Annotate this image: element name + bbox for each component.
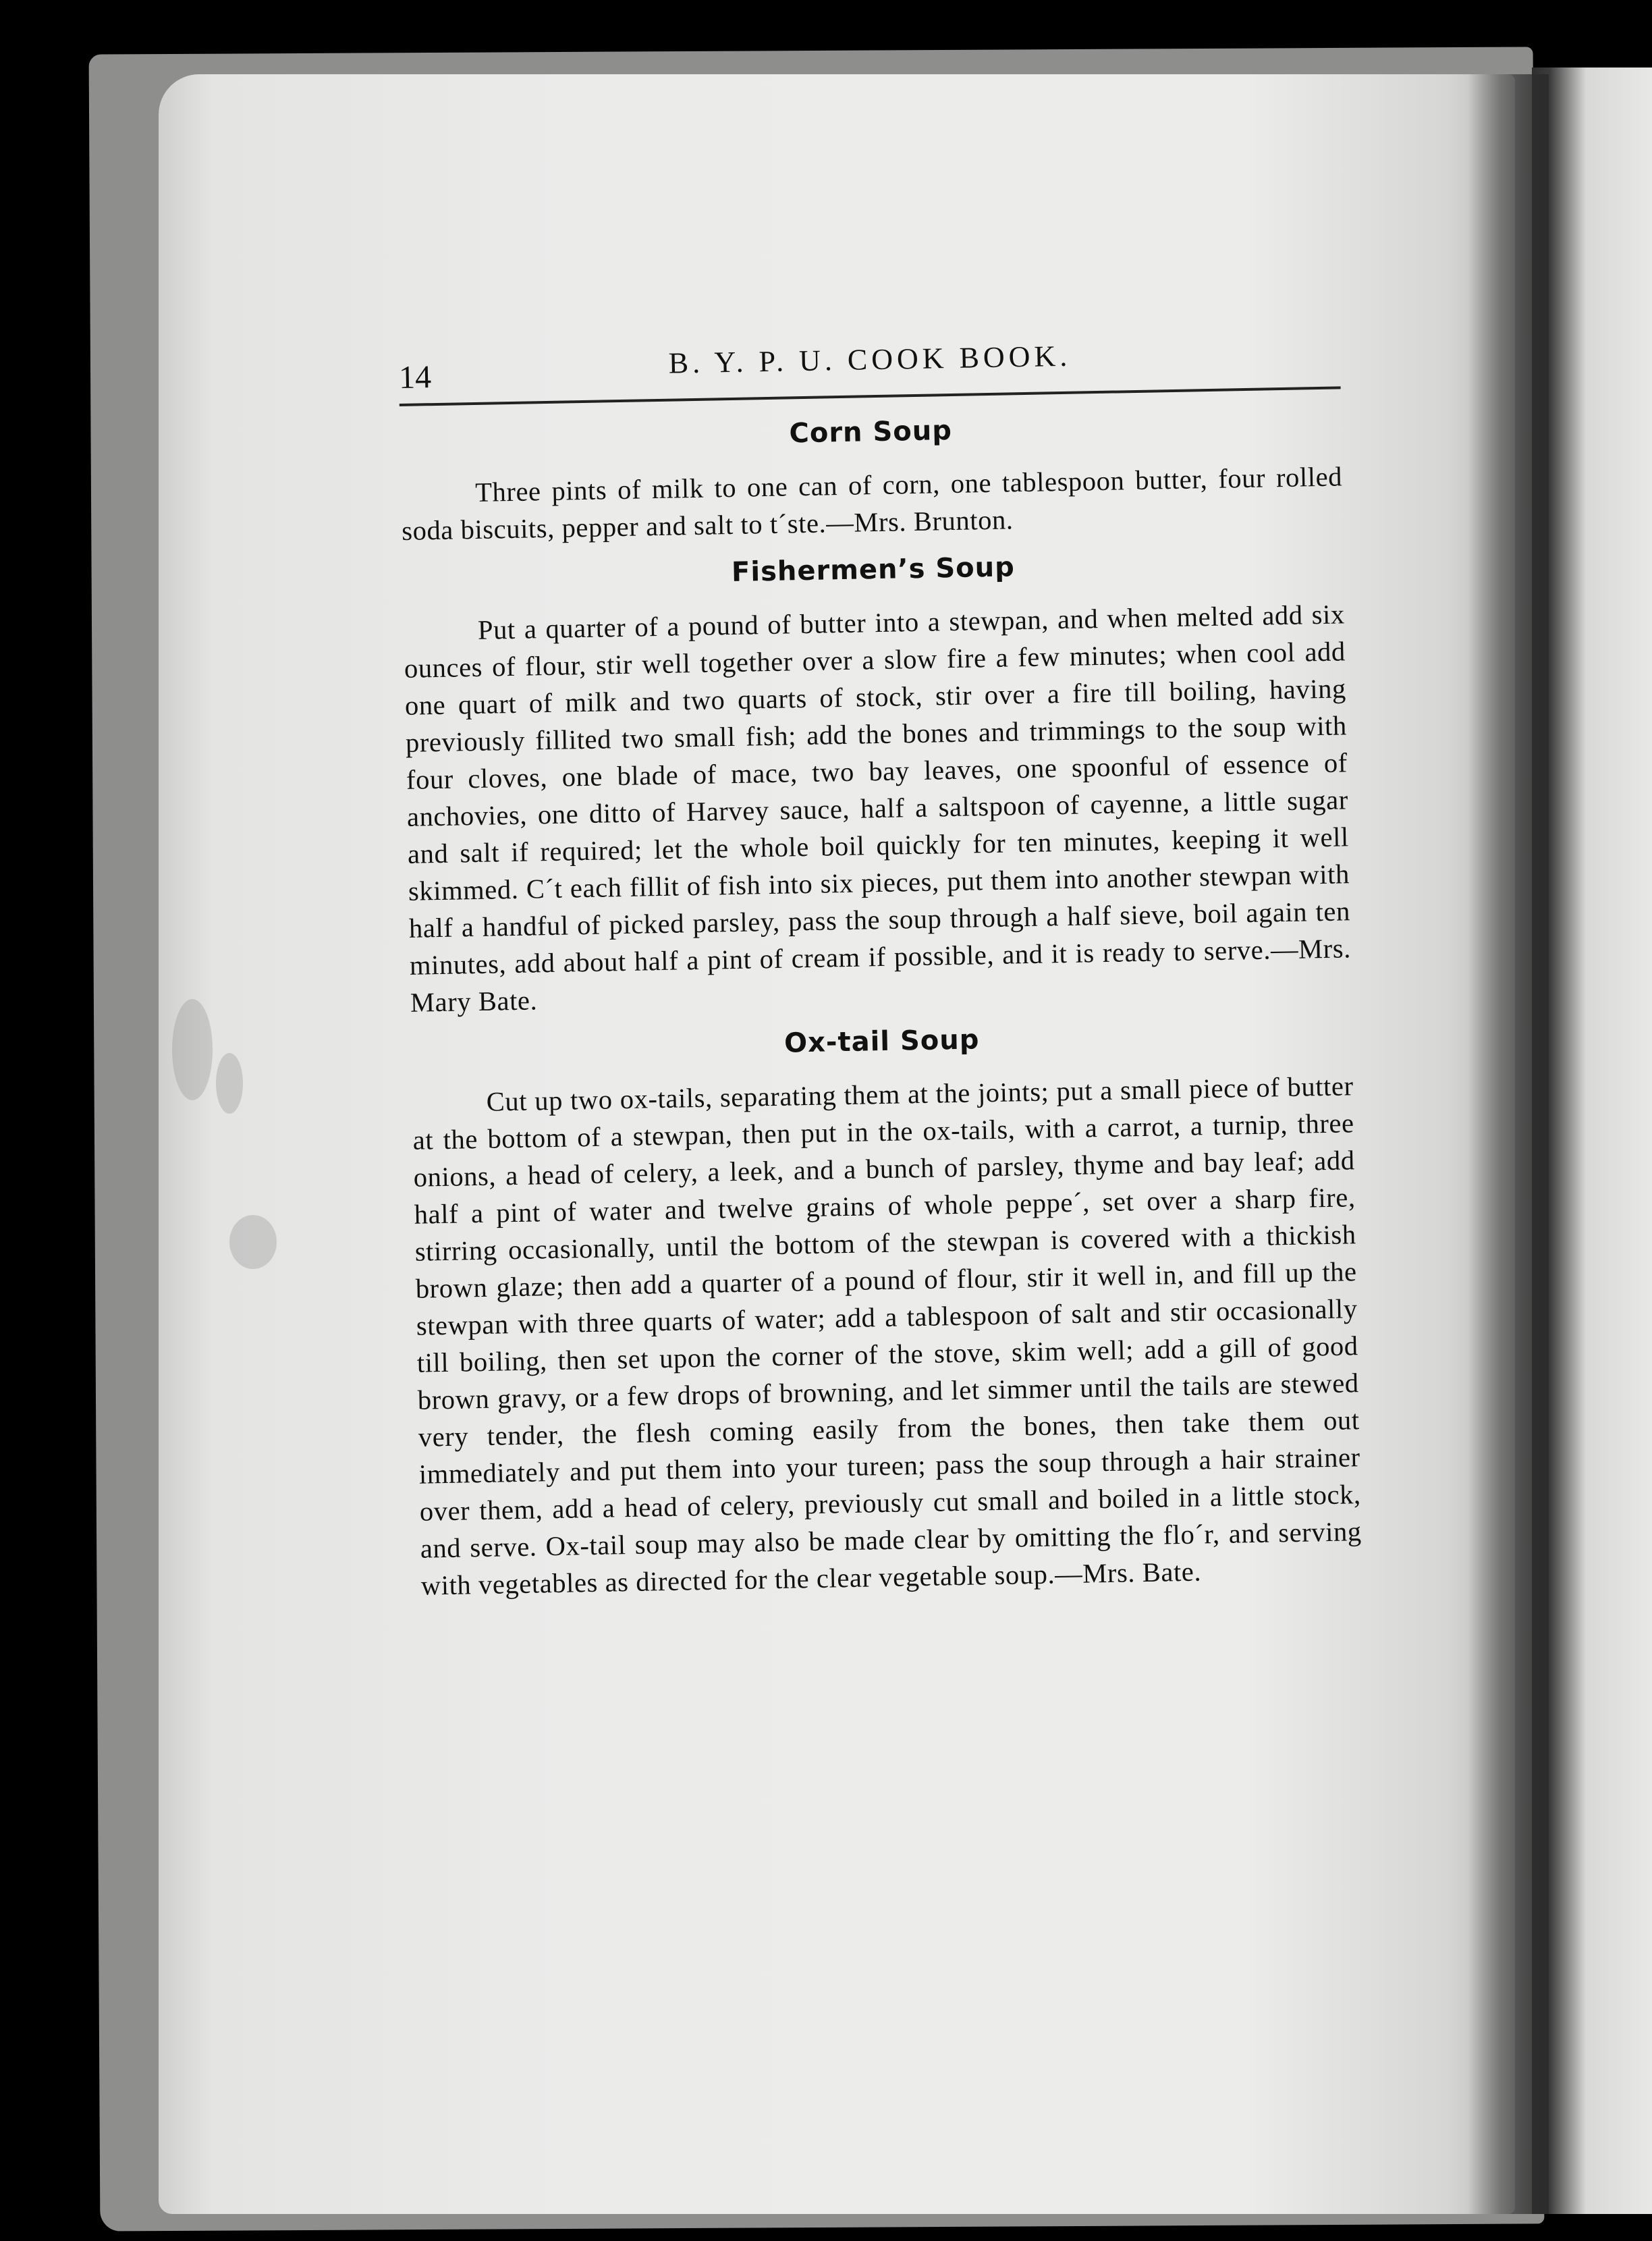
page-content xyxy=(398,320,1362,1604)
recipe-text: Cut up two ox-tails, separating them at the joints; put a small piece of butter at the bottom of a stewpan, then put in the ox-tails, with a carrot, a turnip, three onions, a head of celery, a leek, and a bunch of parsley, thyme and bay leaf; add half a pint of water and twelve grains of whole peppe´, set over a sharp fire, stirring occasionally, until the bottom of the stewpan is covered with a thickish brown glaze; then add a quarter of a pound of flour, stir it well in, and fill up the stewpan with three quarts of water; add a tablespoon of salt and stir occasionally till boiling, then set upon the corner of the stove, skim well; add a gill of good brown gravy, or a few drops of browning, and let simmer until the tails are stewed very tender, the flesh coming easily from the bones, then take them out immediately and put them into your tureen; pass the soup through a hair strainer over them, add a head of celery, previously cut small and boiled in a little stock, and serve. Ox-tail soup may also be made clear by omitting the flo´r, and serving with vegetables as directed for the clear vegetable soup.—Mrs. Bate. xyxy=(412,1071,1362,1601)
recipe-text: Three pints of milk to one can of corn, one tablespoon butter, four rolled soda biscuits, pepper and salt to t´ste.—Mrs. Brunton. xyxy=(401,461,1343,546)
page-stain xyxy=(229,1215,277,1269)
gutter-shadow xyxy=(1468,74,1549,2214)
page-number: 14 xyxy=(398,359,432,396)
recipe-title: Ox-tail Soup xyxy=(783,1024,980,1059)
recipe-text: Put a quarter of a pound of butter into a stewpan, and when melted add six ounces of flour, stir well together over a slow fire a few minutes; when cool add one quart of milk and two quarts of stock, stir over a fire till boiling, having previously fillited two small fish; add the bones and trimmings to the soup with four cloves, one blade of mace, two bay leaves, one spoonful of essence of anchovies, one ditto of Harvey sauce, half a saltspoon of cayenne, a little sugar and salt if required; let the whole boil quickly for ten minutes, keeping it well skimmed. C´t each fillit of fish into six pieces, put them into another stewpan with half a handful of picked parsley, pass the soup through a half sieve, boil again ten minutes, add about half a pint of cream if possible, and it is ready to serve.—Mrs. Mary Bate. xyxy=(404,599,1352,1018)
recipe-ox-tail-soup xyxy=(411,1017,1362,1604)
book-title: B. Y. P. U. COOK BOOK. xyxy=(668,339,1072,380)
recipe-corn-soup xyxy=(400,408,1343,549)
recipe-title: Fishermen’s Soup xyxy=(731,551,1016,589)
recipe-title: Corn Soup xyxy=(789,414,953,450)
facing-page-edge xyxy=(1532,68,1652,2214)
page-stain xyxy=(216,1053,243,1114)
page-stain xyxy=(172,999,213,1100)
recipe-fishermens-soup xyxy=(402,545,1352,1021)
